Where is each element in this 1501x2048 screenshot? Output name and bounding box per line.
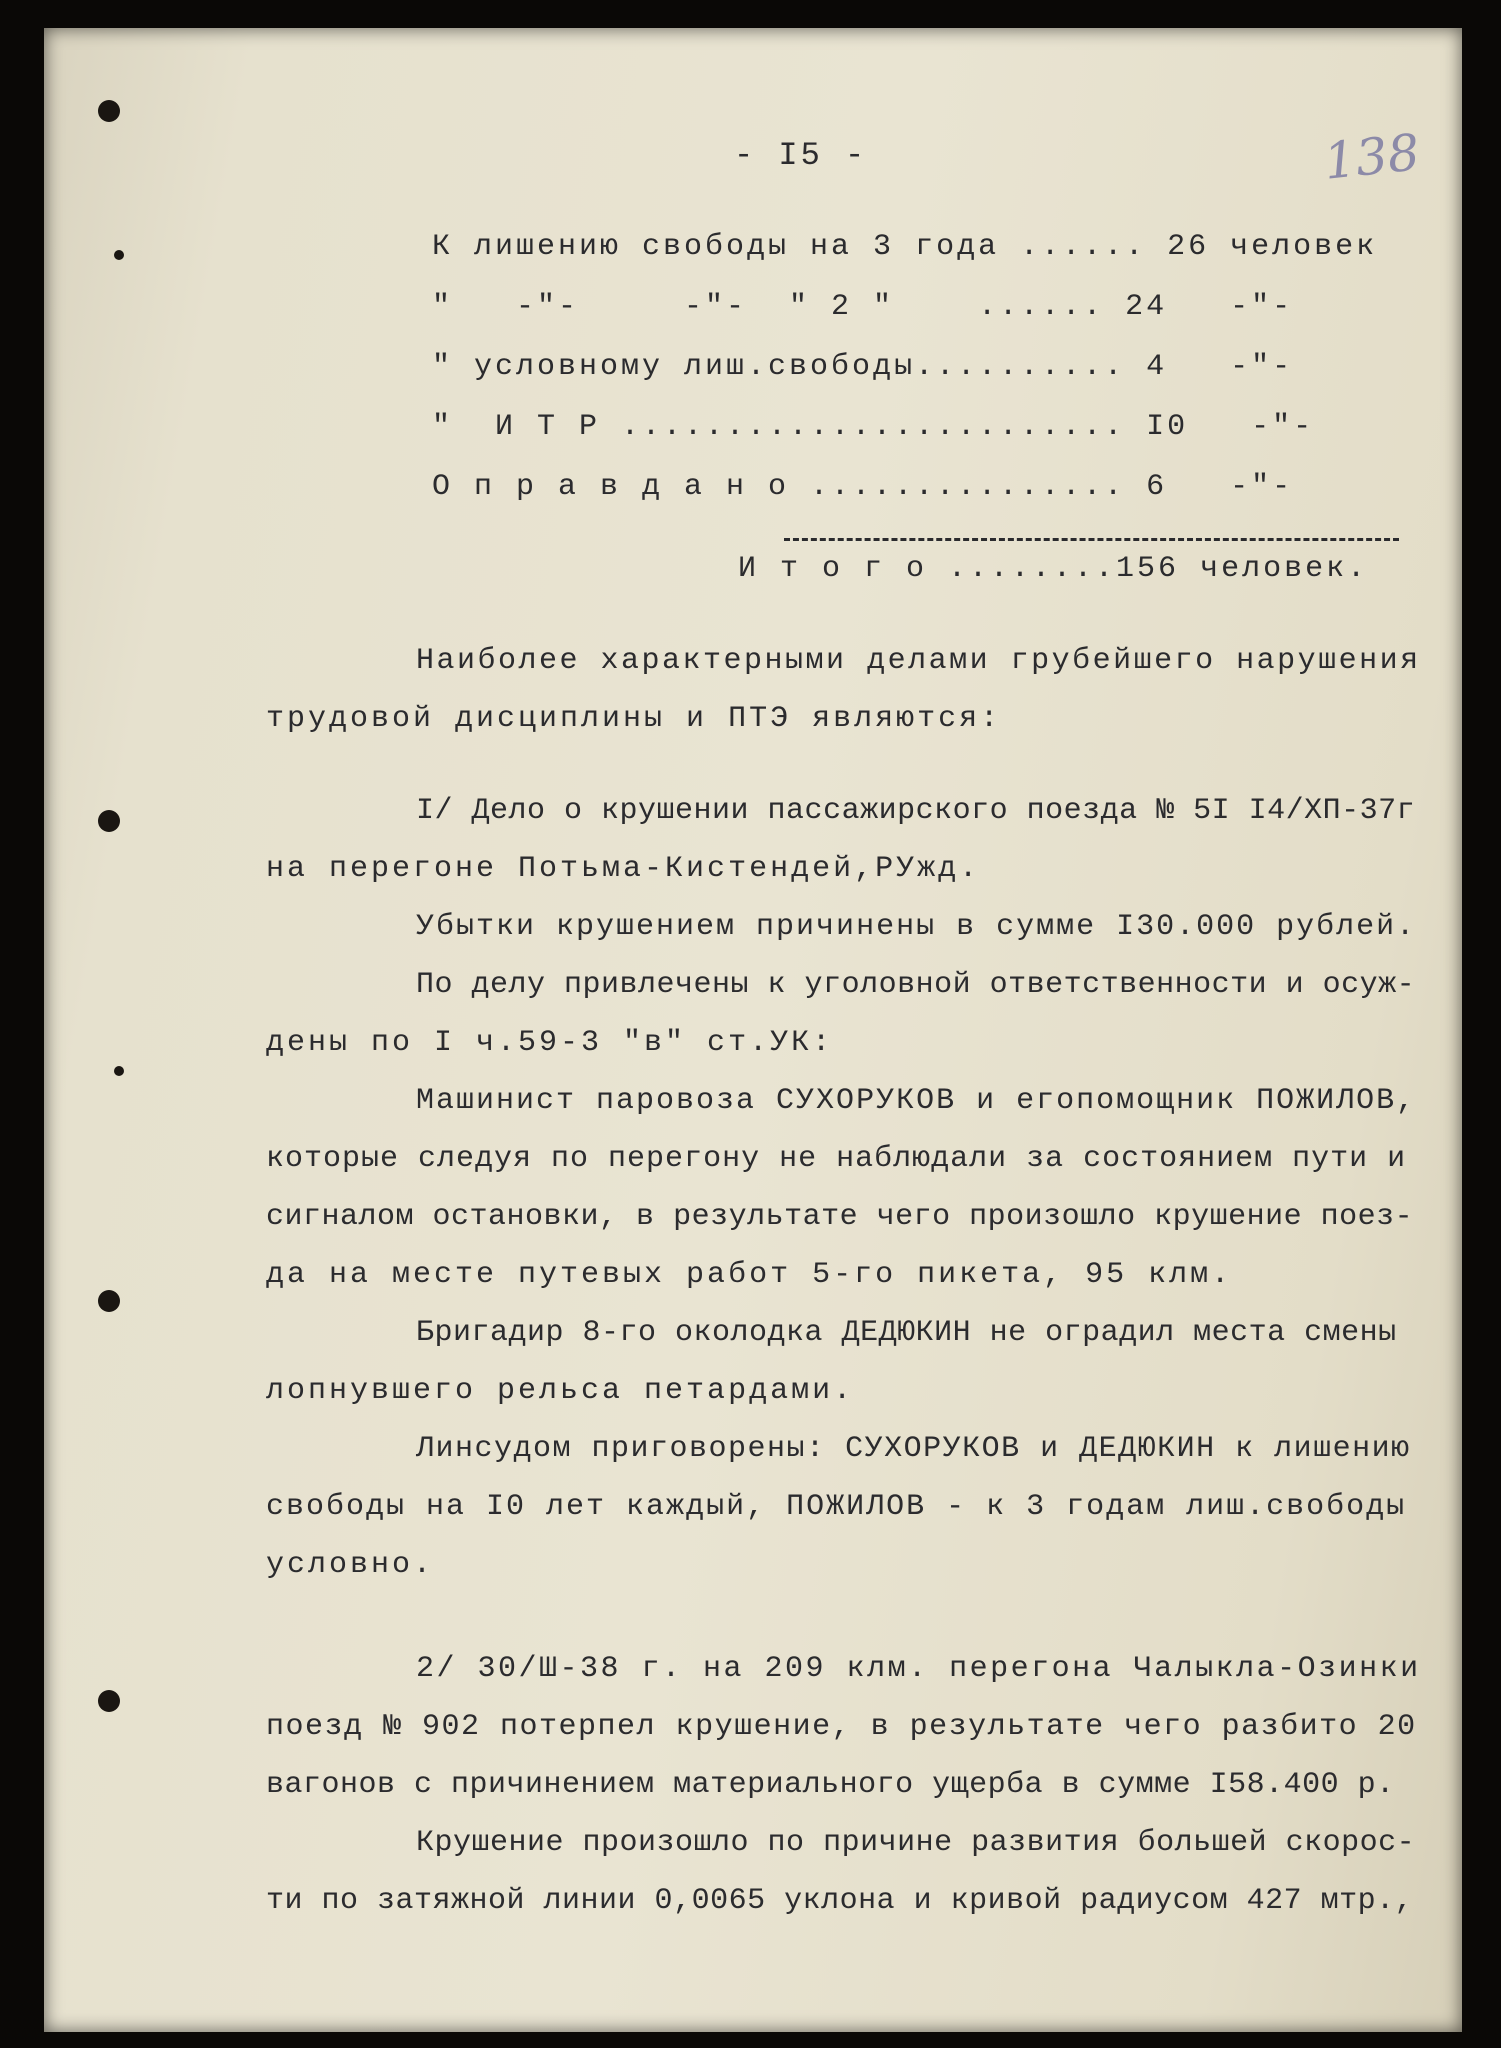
punch-hole: [98, 100, 120, 122]
body-line: да на месте путевых работ 5-го пикета, 95 клм.: [266, 1258, 1233, 1292]
body-line: Линсудом приговорены: СУХОРУКОВ и ДЕДЮКИН к лишению: [416, 1432, 1411, 1466]
body-line: вагонов с причинением материального ущерба в сумме I58.400 р.: [266, 1768, 1395, 1802]
tally-line: О п р а в д а н о ............... 6 -"-: [432, 470, 1294, 504]
tally-line: " условному лиш.свободы.......... 4 -"-: [432, 350, 1294, 384]
tally-line: " -"- -"- " 2 " ...... 24 -"-: [432, 290, 1294, 324]
sum-rule: [784, 538, 1399, 541]
body-line: свободы на I0 лет каждый, ПОЖИЛОВ - к 3 годам лиш.свободы: [266, 1490, 1407, 1524]
body-line: сигналом остановки, в результате чего произошло крушение поез-: [266, 1200, 1414, 1234]
punch-hole: [114, 250, 124, 260]
body-line: лопнувшего рельса петардами.: [266, 1374, 855, 1408]
punch-hole: [98, 1290, 120, 1312]
body-line: Машинист паровоза СУХОРУКОВ и егопомощник ПОЖИЛОВ,: [416, 1084, 1417, 1118]
body-line: на перегоне Потьма-Кистендей,РУжд.: [266, 852, 981, 886]
body-line: Наиболее характерными делами грубейшего нарушения: [416, 644, 1421, 678]
tally-line: К лишению свободы на 3 года ...... 26 человек: [432, 230, 1378, 264]
body-line: Крушение произошло по причине развития большей скорос-: [416, 1826, 1416, 1860]
body-line: которые следуя по перегону не наблюдали за состоянием пути и: [266, 1142, 1407, 1176]
body-line: условно.: [266, 1548, 435, 1582]
body-line: Бригадир 8-го околодка ДЕДЮКИН не оградил места смены: [416, 1316, 1397, 1350]
total-line: И т о г о ........156 человек.: [738, 552, 1369, 586]
punch-hole: [98, 1690, 120, 1712]
archive-number: 138: [1321, 123, 1423, 191]
body-line: поезд № 902 потерпел крушение, в результате чего разбито 20: [266, 1710, 1417, 1744]
tally-line: " И Т Р ........................ I0 -"-: [432, 410, 1315, 444]
body-line: трудовой дисциплины и ПТЭ являются:: [266, 702, 1002, 736]
body-line: Убытки крушением причинены в сумме I30.000 рублей.: [416, 910, 1417, 944]
body-line: дены по I ч.59-3 "в" ст.УК:: [266, 1026, 834, 1060]
body-line: По делу привлечены к уголовной ответственности и осуж-: [416, 968, 1416, 1002]
punch-hole: [98, 810, 120, 832]
body-line: ти по затяжной линии 0,0065 уклона и кривой радиусом 427 мтр.,: [266, 1884, 1414, 1918]
page-number: - I5 -: [734, 137, 868, 174]
punch-hole: [114, 1066, 124, 1076]
document-page: [44, 28, 1462, 2032]
body-line: 2/ 30/Ш-38 г. на 209 клм. перегона Чалыкла-Озинки: [416, 1652, 1421, 1686]
body-line: I/ Дело о крушении пассажирского поезда № 5I I4/XП-37г: [416, 794, 1416, 828]
